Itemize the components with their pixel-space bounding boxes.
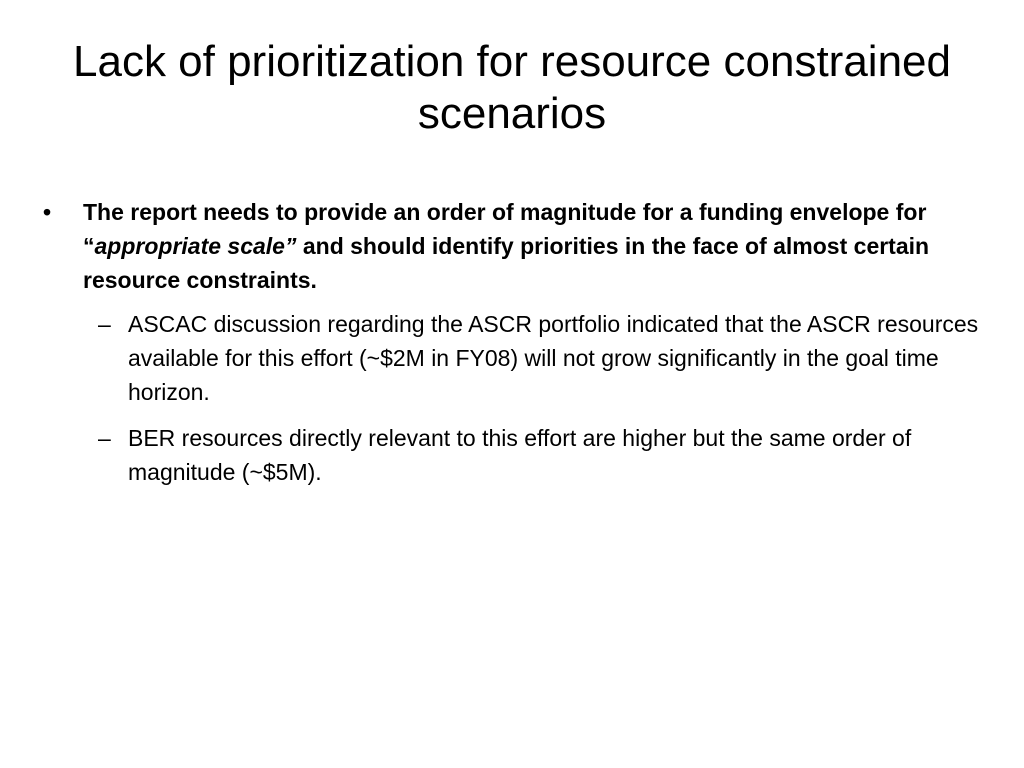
slide-title: Lack of prioritization for resource constrained scenarios [73,37,951,138]
sub-bullet-text: ASCAC discussion regarding the ASCR portfolio indicated that the ASCR resources available for this effort (~$2M in FY08) will not grow significantly in the goal time horizon. [128,311,979,405]
sub-bullet-text: BER resources directly relevant to this effort are higher but the same order of magnitude (~$5M). [128,425,912,485]
sub-bullet-item [83,307,980,409]
bullet-item [40,195,980,297]
bullet-text-continued: and should identify priorities in the face of almost certain resource constraints. [83,233,930,293]
bullet-text: The report needs to provide an order of magnitude for a funding envelope for “ [83,199,927,259]
sub-bullet-item [83,421,980,489]
slide-body [40,195,980,501]
bullet-marker: • [43,199,52,225]
sub-bullet-marker: – [98,425,111,451]
sub-bullet-marker: – [98,311,111,337]
bullet-emphasis-text: appropriate scale” [94,233,297,259]
sub-bullet-list [40,307,980,489]
